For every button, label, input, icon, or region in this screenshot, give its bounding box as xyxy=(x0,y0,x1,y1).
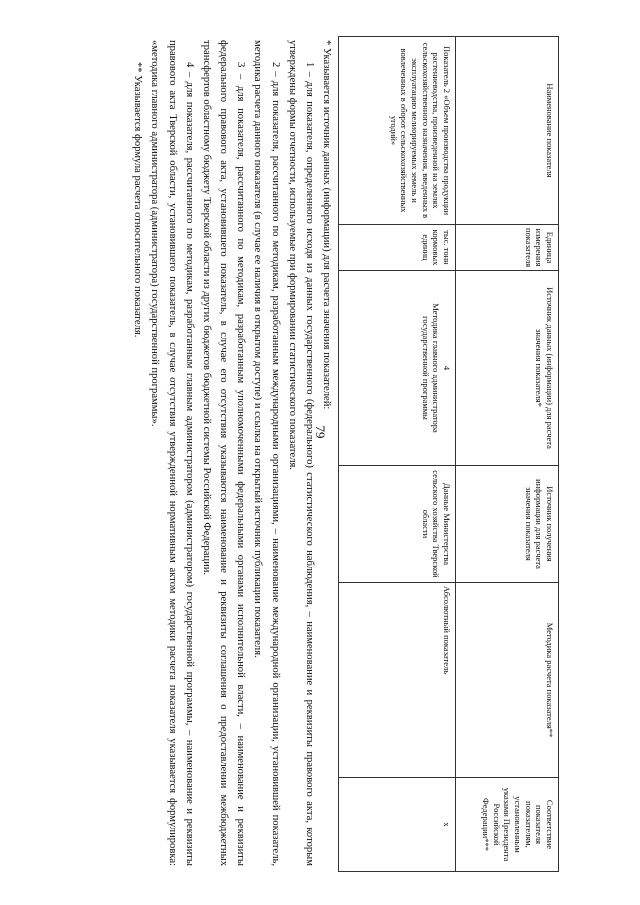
header-compliance: Соответствие показателя показателям, установленным указами Президента Российской Федерации*** xyxy=(456,778,559,872)
page-number: 79 xyxy=(313,425,328,439)
cell-unit: тыс. тонн кормовых единиц xyxy=(339,225,456,271)
footnotes xyxy=(129,40,335,866)
header-method: Методика расчета показателя** xyxy=(456,583,559,778)
footnote-item-4: 4 – для показателя, рассчитанного по методикам, разработанным главным администратором (администратором) государственной программы, – наименование и реквизиты правового акта Тверской области, установившего показатель, в случае отсутствия утвержденной нормативным актом методики расчета показателя указывается формулировка: «методика главного администратора (администратора) государственной программы». xyxy=(149,40,195,866)
header-indicator-name: Наименование показателя xyxy=(456,37,559,225)
footnote-source-intro: * Указывается источник данных (информации) для расчета значения показателей: xyxy=(321,40,332,410)
footnote-item-3: 3 – для показателя, рассчитанного по методикам, разработанным уполномоченными федеральными органами исполнительной власти, – наименование и реквизиты федерального правового акта, установившего показатель, в случае его отсутствия указываются наименование и реквизиты соглашения о предоставлении межбюджетных трансфертов областному бюджету Тверской области из других бюджетов бюджетной системы Российской Федерации. xyxy=(200,40,247,866)
footnote-item-2: 2 – для показателя, рассчитанного по методикам, разработанным международными организациями, – наименование международной организации, установившей показатель, методика расчета данного показателя (в случае ее наличия в открытом доступе) и ссылка на открытый источник публикации показателя. xyxy=(252,40,281,866)
table-row xyxy=(339,37,456,872)
footnote-item-1: 1 – для показателя, определенного исходя из данных государственного (федерального) статистического наблюдения, – наименование и реквизиты правового акта, которым утверждены формы отчетности, используемые при формировании статистического показателя. xyxy=(286,40,315,866)
cell-indicator-name: Показатель 2 «Объем производства продукции растениеводства, произведенной на землях сельскохозяйственного назначения, введенных в эксплуатацию мелиорируемых земель и вовлеченных в оборот сельскохозяйственных угодий» xyxy=(339,37,456,225)
header-data-source: Источник данных (информации) для расчета значения показателя* xyxy=(456,271,559,466)
header-info-source: Источник получения информации для расчета значения показателя xyxy=(456,466,559,583)
cell-method: Абсолютный показатель xyxy=(339,583,456,778)
header-unit: Единица измерения показателя xyxy=(456,225,559,271)
cell-data-source: 4 Методика главного администратора государственной программы xyxy=(339,271,456,466)
indicator-table xyxy=(338,36,559,872)
footnote-formula: ** Указывается формула расчета относительного показателя. xyxy=(132,62,144,338)
rotated-content xyxy=(74,36,559,871)
table-header-row xyxy=(456,37,559,872)
cell-info-source: Данные Министерства сельского хозяйства Тверской области xyxy=(339,466,456,583)
cell-compliance: х xyxy=(339,778,456,872)
